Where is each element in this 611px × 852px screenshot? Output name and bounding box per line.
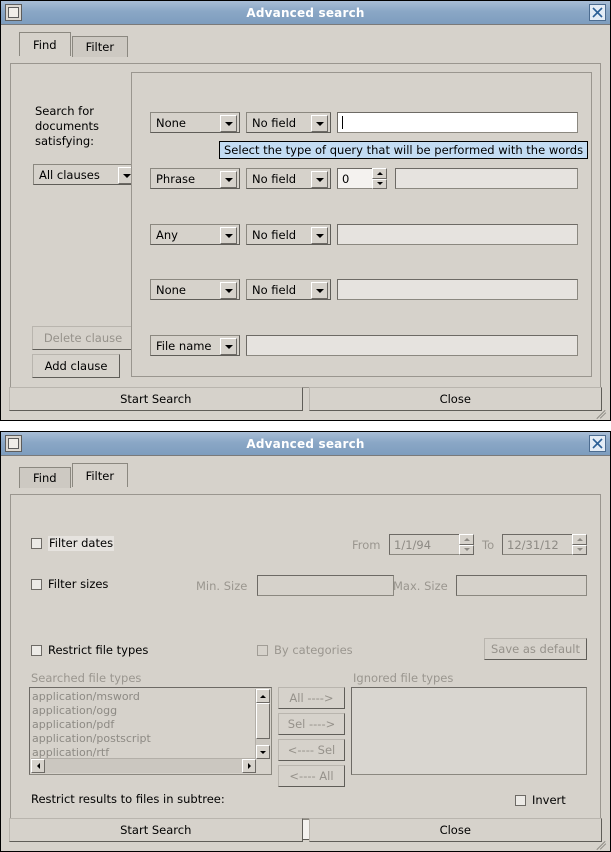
stepper-up-icon[interactable] <box>459 534 474 545</box>
from-label: From <box>352 538 381 552</box>
scroll-left-icon[interactable] <box>31 759 45 773</box>
to-label: To <box>482 538 495 552</box>
clause-type-combo[interactable]: None <box>150 279 240 300</box>
window-menu-button[interactable] <box>5 4 22 21</box>
window-title: Advanced search <box>246 436 365 451</box>
move-selected-left-button[interactable]: <---- Sel <box>278 739 345 761</box>
searched-file-types-list[interactable] <box>29 687 272 775</box>
filter-dates-row[interactable] <box>31 536 114 551</box>
search-for-label: Search for documents satisfying: <box>35 104 100 148</box>
chevron-down-icon[interactable] <box>220 282 237 299</box>
delete-clause-button[interactable]: Delete clause <box>32 326 134 350</box>
min-size-label: Min. Size <box>196 579 248 593</box>
clause-text-input[interactable] <box>337 279 578 300</box>
clauses-combo[interactable]: All clauses <box>33 164 138 185</box>
by-categories-row[interactable] <box>257 643 353 658</box>
chevron-down-icon[interactable] <box>311 227 328 244</box>
filter-dates-label: Filter dates <box>49 536 114 550</box>
scroll-right-icon[interactable] <box>242 759 256 773</box>
max-size-label: Max. Size <box>393 579 448 593</box>
to-date-stepper[interactable] <box>502 534 587 555</box>
ignored-file-types-items <box>354 690 570 758</box>
scroll-thumb[interactable] <box>256 703 270 739</box>
restrict-file-types-checkbox[interactable] <box>31 645 42 656</box>
move-all-right-button[interactable]: All ----> <box>278 687 345 709</box>
ignored-file-types-list[interactable] <box>351 687 587 775</box>
list-item[interactable]: application/rtf <box>32 746 110 758</box>
filter-sizes-label: Filter sizes <box>48 577 109 591</box>
clause-field-combo[interactable]: No field <box>246 168 331 189</box>
clause-text-input[interactable] <box>246 335 578 356</box>
searched-file-types-items <box>32 690 255 758</box>
clause-text-input[interactable] <box>395 168 578 189</box>
tab-filter[interactable]: Filter <box>72 463 128 487</box>
find-page-frame <box>10 63 601 388</box>
find-content <box>1 25 610 420</box>
add-clause-button[interactable]: Add clause <box>32 354 120 378</box>
subtree-label: Restrict results to files in subtree: <box>31 792 225 806</box>
titlebar-filter <box>1 432 610 456</box>
searched-file-types-label: Searched file types <box>31 671 142 685</box>
filter-sizes-checkbox[interactable] <box>31 579 42 590</box>
invert-checkbox[interactable] <box>515 795 526 806</box>
scroll-up-icon[interactable] <box>256 689 270 703</box>
resize-grip[interactable] <box>594 404 608 418</box>
invert-label: Invert <box>532 793 566 807</box>
chevron-down-icon[interactable] <box>220 338 237 355</box>
clause-type-combo[interactable]: None <box>150 112 240 133</box>
chevron-down-icon[interactable] <box>311 171 328 188</box>
list-vertical-scrollbar[interactable] <box>255 689 270 759</box>
move-all-left-button[interactable]: <---- All <box>278 765 345 787</box>
clause-proximity-stepper[interactable] <box>337 168 387 189</box>
window-menu-button[interactable] <box>5 435 22 452</box>
list-item[interactable]: application/msword <box>32 690 140 703</box>
filter-tabstrip <box>9 464 602 487</box>
filter-page-frame <box>10 494 601 819</box>
invert-row[interactable] <box>515 793 566 808</box>
start-search-button[interactable]: Start Search <box>9 387 303 411</box>
clause-field-combo[interactable]: No field <box>246 112 331 133</box>
from-date-stepper[interactable] <box>389 534 474 555</box>
save-as-default-button[interactable]: Save as default <box>484 638 587 660</box>
close-window-icon[interactable] <box>589 435 606 452</box>
filter-sizes-row[interactable] <box>31 577 108 592</box>
clause-rows-frame <box>131 72 592 377</box>
window-title: Advanced search <box>246 5 365 20</box>
clause-text-input[interactable] <box>337 224 578 245</box>
titlebar-find <box>1 1 610 25</box>
chevron-down-icon[interactable] <box>220 227 237 244</box>
by-categories-checkbox[interactable] <box>257 645 268 656</box>
stepper-down-icon[interactable] <box>572 545 587 556</box>
from-date-value[interactable]: 1/1/94 <box>389 534 459 555</box>
start-search-button[interactable]: Start Search <box>9 818 303 842</box>
list-item[interactable]: application/postscript <box>32 732 151 745</box>
clause-field-combo[interactable]: No field <box>246 224 331 245</box>
clause-type-combo[interactable]: File name <box>150 335 240 356</box>
advanced-search-find-window <box>0 0 611 421</box>
stepper-down-icon[interactable] <box>372 179 387 190</box>
filter-bottom-bar <box>9 818 602 842</box>
scroll-down-icon[interactable] <box>256 745 270 759</box>
min-size-input[interactable] <box>257 575 394 596</box>
clause-type-combo[interactable]: Phrase <box>150 168 240 189</box>
find-tabstrip <box>9 33 602 56</box>
tab-find[interactable]: Find <box>19 32 71 56</box>
chevron-down-icon[interactable] <box>220 171 237 188</box>
filter-dates-checkbox[interactable] <box>31 538 42 549</box>
restrict-file-types-row[interactable] <box>31 643 148 658</box>
max-size-input[interactable] <box>456 575 587 596</box>
restrict-file-types-label: Restrict file types <box>48 643 149 657</box>
move-selected-right-button[interactable]: Sel ----> <box>278 713 345 735</box>
clause-field-combo[interactable]: No field <box>246 279 331 300</box>
tab-filter[interactable]: Filter <box>72 36 128 57</box>
by-categories-label: By categories <box>274 643 353 657</box>
list-item[interactable]: application/pdf <box>32 718 115 731</box>
stepper-up-icon[interactable] <box>572 534 587 545</box>
resize-grip[interactable] <box>594 835 608 849</box>
close-button[interactable]: Close <box>309 818 603 842</box>
clause-text-input[interactable] <box>337 112 578 133</box>
close-window-icon[interactable] <box>589 4 606 21</box>
find-bottom-bar <box>9 387 602 411</box>
chevron-down-icon[interactable] <box>311 282 328 299</box>
clause-type-tooltip: Select the type of query that will be performed with the words <box>219 141 588 159</box>
list-item[interactable]: application/ogg <box>32 704 118 717</box>
to-date-value[interactable]: 12/31/12 <box>502 534 572 555</box>
close-button[interactable]: Close <box>309 387 603 411</box>
list-horizontal-scrollbar[interactable] <box>31 758 256 773</box>
ignored-file-types-label: Ignored file types <box>353 671 454 685</box>
clause-type-combo[interactable]: Any <box>150 224 240 245</box>
clause-proximity-value[interactable]: 0 <box>337 168 372 189</box>
stepper-down-icon[interactable] <box>459 545 474 556</box>
chevron-down-icon[interactable] <box>311 115 328 132</box>
tab-find[interactable]: Find <box>19 467 71 488</box>
advanced-search-filter-window <box>0 431 611 852</box>
filter-content <box>1 456 610 851</box>
stepper-up-icon[interactable] <box>372 168 387 179</box>
chevron-down-icon[interactable] <box>220 115 237 132</box>
